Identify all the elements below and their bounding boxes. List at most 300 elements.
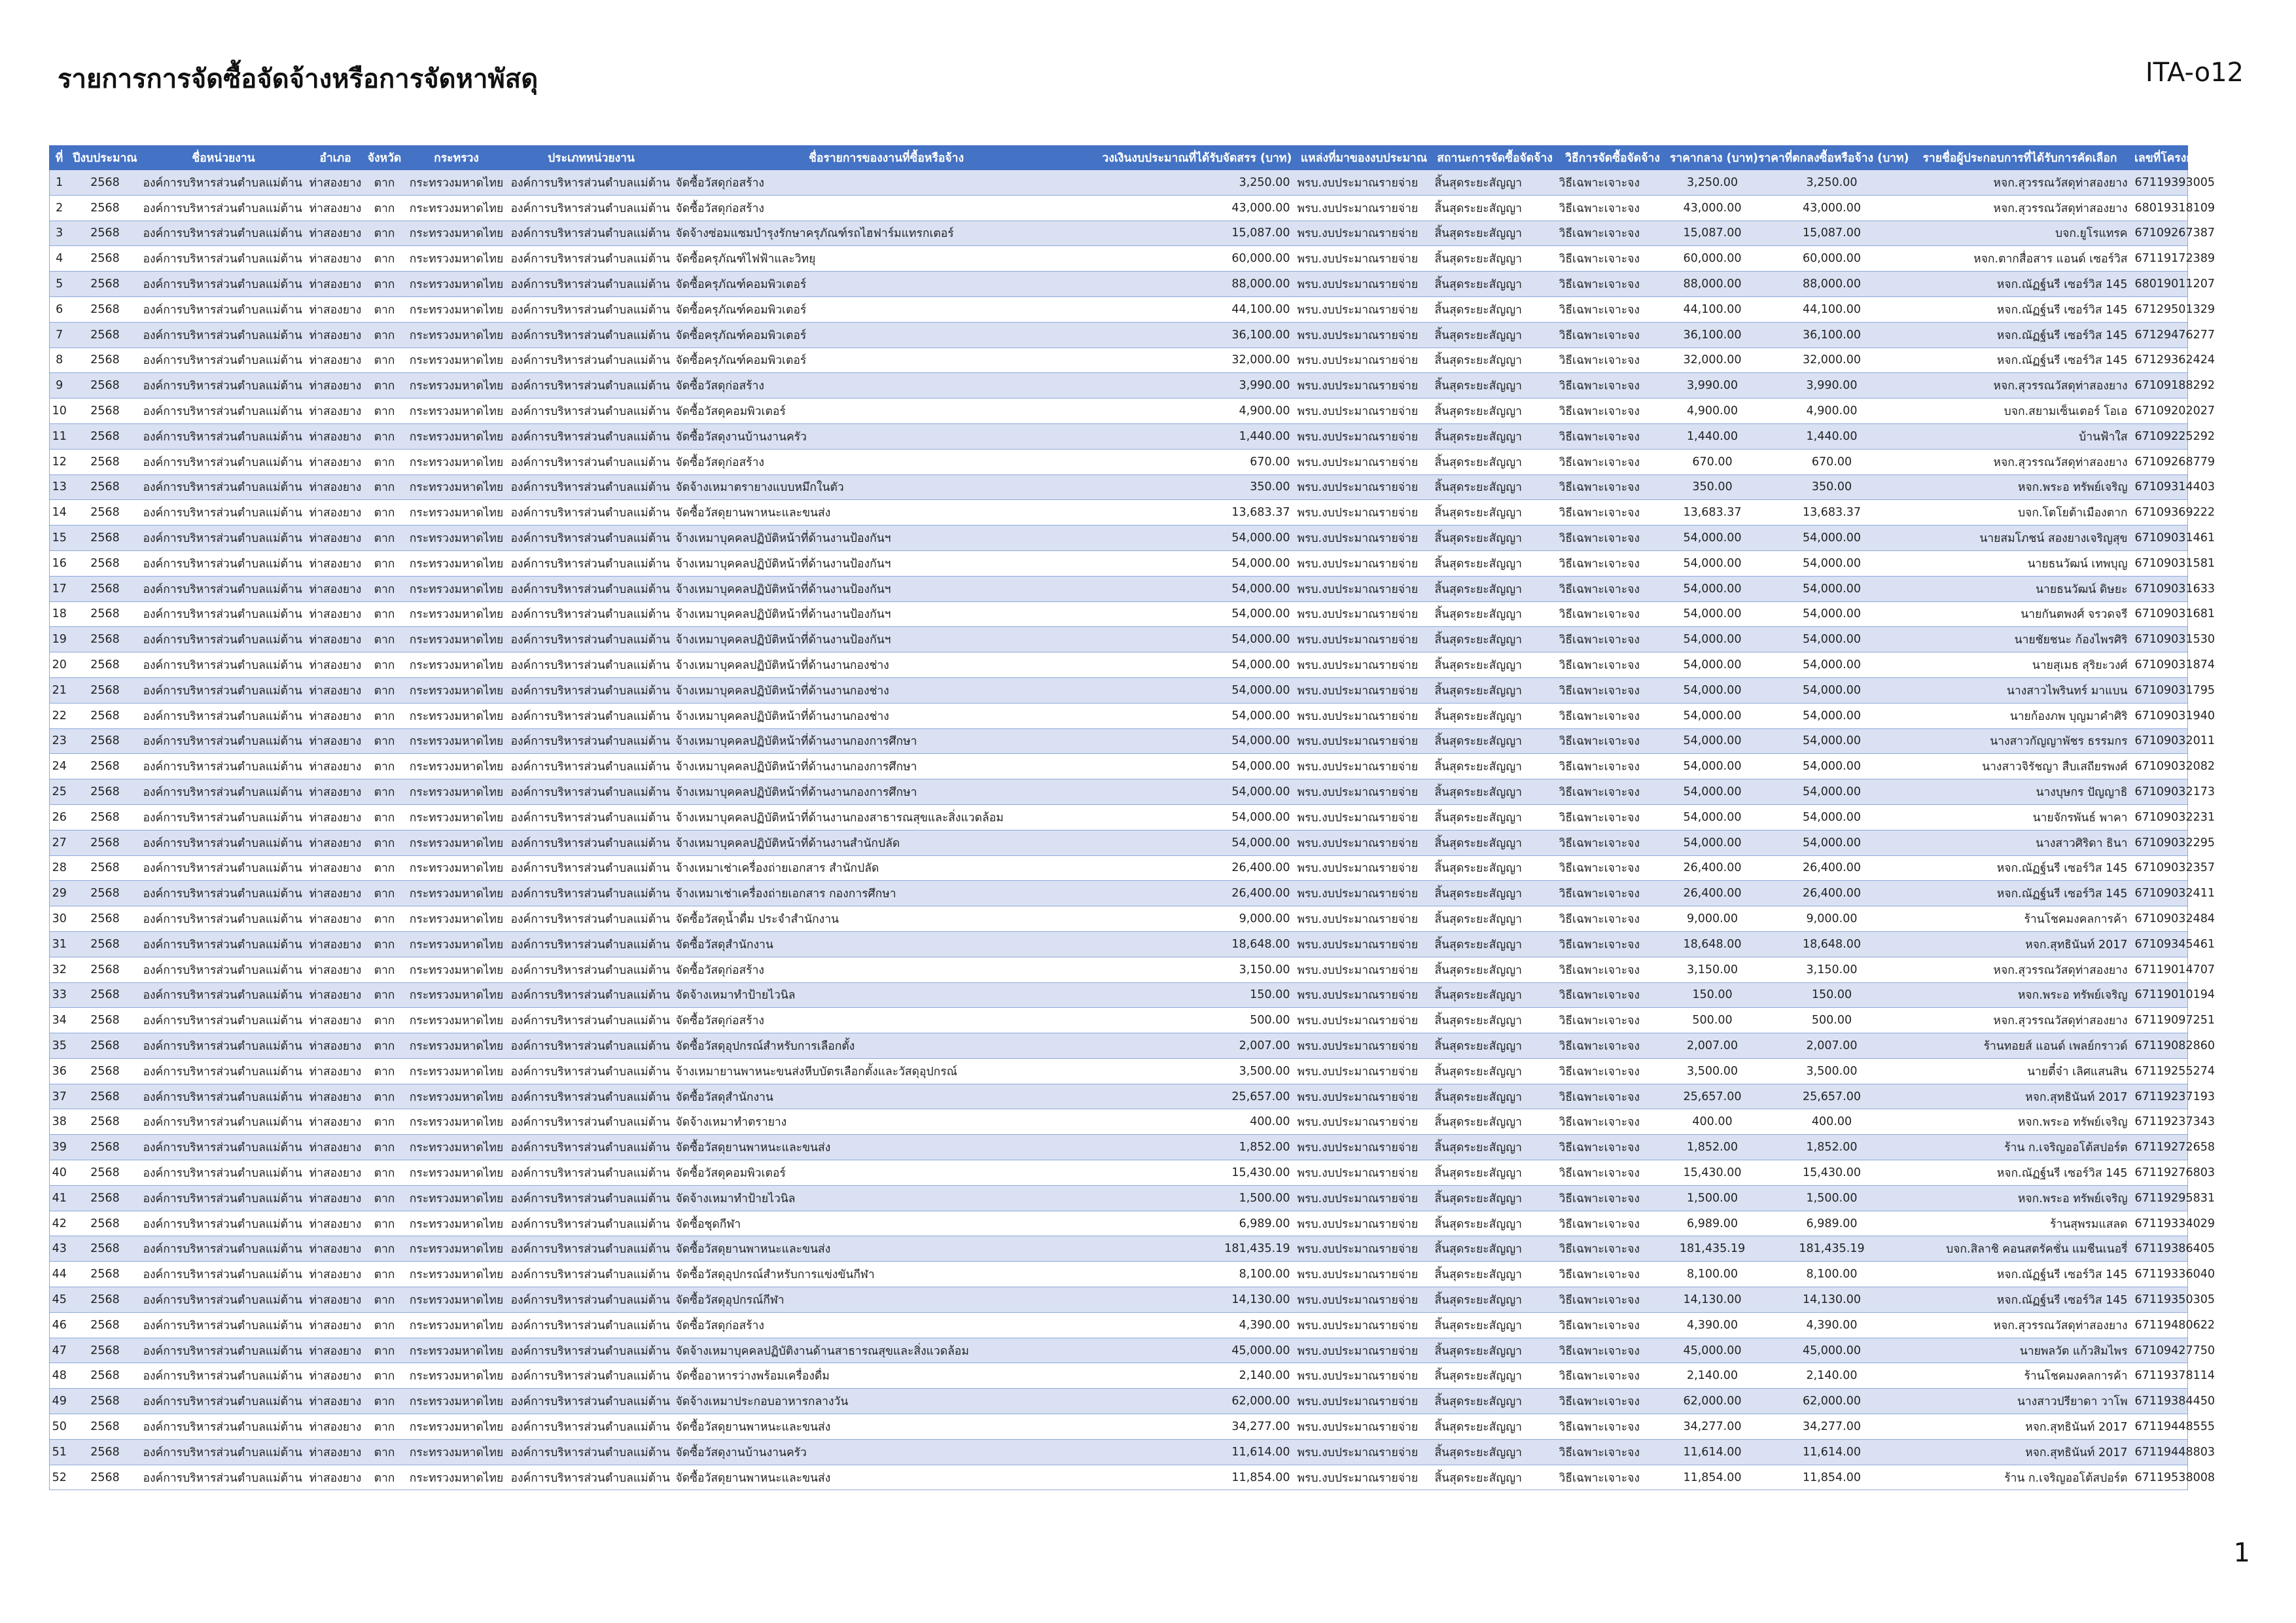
cell-method: วิธีเฉพาะเจาะจง: [1557, 703, 1669, 728]
cell-ministry: กระทรวงมหาดไทย: [404, 246, 509, 272]
cell-year: 2568: [69, 373, 141, 399]
cell-method: วิธีเฉพาะเจาะจง: [1557, 1058, 1669, 1084]
cell-source: พรบ.งบประมาณรายจ่าย: [1296, 1414, 1433, 1440]
cell-ministry: กระทรวงมหาดไทย: [404, 652, 509, 678]
table-row: [50, 500, 2188, 526]
cell-egp: 67109032295: [2133, 830, 2188, 855]
cell-no: 11: [50, 423, 69, 449]
cell-org-type: องค์การบริหารส่วนตำบลแม่ต้าน: [509, 652, 674, 678]
cell-no: 23: [50, 728, 69, 754]
cell-org-type: องค์การบริหารส่วนตำบลแม่ต้าน: [509, 195, 674, 221]
cell-budget: 54,000.00: [1099, 576, 1296, 601]
cell-agreed-price: 1,440.00: [1757, 423, 1907, 449]
cell-vendor: ร้านโชคมงคลการค้า: [1907, 906, 2133, 932]
col-header-year: ปีงบประมาณ: [69, 146, 141, 170]
cell-budget: 13,683.37: [1099, 500, 1296, 526]
cell-method: วิธีเฉพาะเจาะจง: [1557, 627, 1669, 652]
cell-vendor: หจก.พระอ ทรัพย์เจริญ: [1907, 474, 2133, 500]
cell-source: พรบ.งบประมาณรายจ่าย: [1296, 1008, 1433, 1033]
cell-vendor: ร้าน ก.เจริญออโต้สปอร์ต: [1907, 1465, 2133, 1490]
cell-agreed-price: 54,000.00: [1757, 627, 1907, 652]
cell-ministry: กระทรวงมหาดไทย: [404, 1211, 509, 1236]
table-row: [50, 195, 2188, 221]
cell-vendor: หจก.สุวรรณวัสดุท่าสองยาง: [1907, 957, 2133, 982]
cell-org-type: องค์การบริหารส่วนตำบลแม่ต้าน: [509, 373, 674, 399]
cell-province: ตาก: [365, 830, 404, 855]
cell-ministry: กระทรวงมหาดไทย: [404, 1185, 509, 1211]
cell-source: พรบ.งบประมาณรายจ่าย: [1296, 1439, 1433, 1465]
cell-source: พรบ.งบประมาณรายจ่าย: [1296, 1262, 1433, 1287]
cell-org-type: องค์การบริหารส่วนตำบลแม่ต้าน: [509, 779, 674, 805]
cell-ministry: กระทรวงมหาดไทย: [404, 1414, 509, 1440]
cell-org: องค์การบริหารส่วนตำบลแม่ต้าน: [141, 348, 306, 373]
cell-org: องค์การบริหารส่วนตำบลแม่ต้าน: [141, 677, 306, 703]
cell-year: 2568: [69, 449, 141, 474]
cell-district: ท่าสองยาง: [306, 1439, 365, 1465]
cell-item: จัดซื้อวัสดุยานพาหนะและขนส่ง: [674, 1236, 1099, 1262]
cell-agreed-price: 60,000.00: [1757, 246, 1907, 272]
cell-egp: 68019318109: [2133, 195, 2188, 221]
cell-district: ท่าสองยาง: [306, 1414, 365, 1440]
cell-province: ตาก: [365, 754, 404, 779]
cell-source: พรบ.งบประมาณรายจ่าย: [1296, 931, 1433, 957]
cell-no: 39: [50, 1135, 69, 1160]
cell-ministry: กระทรวงมหาดไทย: [404, 1084, 509, 1109]
cell-no: 32: [50, 957, 69, 982]
cell-vendor: บจก.ยูโรแทรค: [1907, 221, 2133, 246]
cell-source: พรบ.งบประมาณรายจ่าย: [1296, 677, 1433, 703]
cell-status: สิ้นสุดระยะสัญญา: [1433, 1109, 1557, 1135]
cell-budget: 3,150.00: [1099, 957, 1296, 982]
cell-mid-price: 54,000.00: [1669, 627, 1757, 652]
cell-year: 2568: [69, 221, 141, 246]
cell-agreed-price: 34,277.00: [1757, 1414, 1907, 1440]
cell-mid-price: 54,000.00: [1669, 830, 1757, 855]
cell-budget: 43,000.00: [1099, 195, 1296, 221]
cell-mid-price: 11,854.00: [1669, 1465, 1757, 1490]
cell-year: 2568: [69, 399, 141, 424]
cell-org-type: องค์การบริหารส่วนตำบลแม่ต้าน: [509, 170, 674, 196]
cell-province: ตาก: [365, 322, 404, 348]
cell-mid-price: 400.00: [1669, 1109, 1757, 1135]
cell-method: วิธีเฉพาะเจาะจง: [1557, 601, 1669, 627]
cell-method: วิธีเฉพาะเจาะจง: [1557, 804, 1669, 830]
table-row: [50, 322, 2188, 348]
cell-org-type: องค์การบริหารส่วนตำบลแม่ต้าน: [509, 221, 674, 246]
cell-agreed-price: 88,000.00: [1757, 272, 1907, 297]
cell-budget: 500.00: [1099, 1008, 1296, 1033]
cell-org-type: องค์การบริหารส่วนตำบลแม่ต้าน: [509, 1160, 674, 1186]
cell-org-type: องค์การบริหารส่วนตำบลแม่ต้าน: [509, 881, 674, 906]
cell-year: 2568: [69, 423, 141, 449]
cell-vendor: ร้านสุพรมแสลด: [1907, 1211, 2133, 1236]
cell-district: ท่าสองยาง: [306, 348, 365, 373]
cell-province: ตาก: [365, 272, 404, 297]
cell-ministry: กระทรวงมหาดไทย: [404, 1236, 509, 1262]
cell-vendor: หจก.สุวรรณวัสดุท่าสองยาง: [1907, 373, 2133, 399]
cell-org: องค์การบริหารส่วนตำบลแม่ต้าน: [141, 652, 306, 678]
cell-mid-price: 500.00: [1669, 1008, 1757, 1033]
cell-budget: 62,000.00: [1099, 1389, 1296, 1414]
cell-org-type: องค์การบริหารส่วนตำบลแม่ต้าน: [509, 1033, 674, 1059]
cell-egp: 67109031581: [2133, 550, 2188, 576]
cell-egp: 67119237193: [2133, 1084, 2188, 1109]
table-row: [50, 652, 2188, 678]
cell-ministry: กระทรวงมหาดไทย: [404, 474, 509, 500]
cell-status: สิ้นสุดระยะสัญญา: [1433, 830, 1557, 855]
cell-method: วิธีเฉพาะเจาะจง: [1557, 246, 1669, 272]
cell-status: สิ้นสุดระยะสัญญา: [1433, 526, 1557, 551]
cell-vendor: บจก.สิลาชิ คอนสตรัคชั่น แมชีนเนอรี่: [1907, 1236, 2133, 1262]
cell-budget: 18,648.00: [1099, 931, 1296, 957]
col-header-org-type: ประเภทหน่วยงาน: [509, 146, 674, 170]
cell-status: สิ้นสุดระยะสัญญา: [1433, 1185, 1557, 1211]
cell-vendor: หจก.ณัฏฐ์นรี เซอร์วิส 145: [1907, 272, 2133, 297]
cell-agreed-price: 44,100.00: [1757, 296, 1907, 322]
table-row: [50, 1262, 2188, 1287]
cell-mid-price: 54,000.00: [1669, 550, 1757, 576]
cell-province: ตาก: [365, 1312, 404, 1338]
cell-ministry: กระทรวงมหาดไทย: [404, 1465, 509, 1490]
cell-province: ตาก: [365, 601, 404, 627]
cell-item: จ้างเหมาบุคคลปฏิบัติหน้าที่ด้านงานป้องกันฯ: [674, 601, 1099, 627]
cell-egp: 67109032011: [2133, 728, 2188, 754]
cell-org: องค์การบริหารส่วนตำบลแม่ต้าน: [141, 170, 306, 196]
cell-method: วิธีเฉพาะเจาะจง: [1557, 957, 1669, 982]
cell-vendor: หจก.สุทธินันท์ 2017: [1907, 1414, 2133, 1440]
cell-agreed-price: 11,614.00: [1757, 1439, 1907, 1465]
cell-province: ตาก: [365, 1160, 404, 1186]
cell-source: พรบ.งบประมาณรายจ่าย: [1296, 703, 1433, 728]
cell-agreed-price: 54,000.00: [1757, 754, 1907, 779]
cell-method: วิธีเฉพาะเจาะจง: [1557, 272, 1669, 297]
cell-district: ท่าสองยาง: [306, 1236, 365, 1262]
cell-agreed-price: 45,000.00: [1757, 1338, 1907, 1363]
cell-mid-price: 350.00: [1669, 474, 1757, 500]
cell-vendor: ร้าน ก.เจริญออโต้สปอร์ต: [1907, 1135, 2133, 1160]
cell-org: องค์การบริหารส่วนตำบลแม่ต้าน: [141, 804, 306, 830]
cell-org-type: องค์การบริหารส่วนตำบลแม่ต้าน: [509, 1058, 674, 1084]
cell-status: สิ้นสุดระยะสัญญา: [1433, 1211, 1557, 1236]
cell-year: 2568: [69, 804, 141, 830]
cell-method: วิธีเฉพาะเจาะจง: [1557, 754, 1669, 779]
cell-org-type: องค์การบริหารส่วนตำบลแม่ต้าน: [509, 754, 674, 779]
cell-egp: 67129362424: [2133, 348, 2188, 373]
table-row: [50, 906, 2188, 932]
cell-ministry: กระทรวงมหาดไทย: [404, 1008, 509, 1033]
cell-egp: 67119255274: [2133, 1058, 2188, 1084]
cell-district: ท่าสองยาง: [306, 957, 365, 982]
cell-method: วิธีเฉพาะเจาะจง: [1557, 1414, 1669, 1440]
cell-vendor: หจก.ณัฏฐ์นรี เซอร์วิส 145: [1907, 1160, 2133, 1186]
cell-district: ท่าสองยาง: [306, 804, 365, 830]
cell-year: 2568: [69, 957, 141, 982]
cell-budget: 54,000.00: [1099, 526, 1296, 551]
cell-agreed-price: 26,400.00: [1757, 855, 1907, 881]
cell-province: ตาก: [365, 500, 404, 526]
cell-status: สิ้นสุดระยะสัญญา: [1433, 423, 1557, 449]
cell-year: 2568: [69, 1008, 141, 1033]
cell-org: องค์การบริหารส่วนตำบลแม่ต้าน: [141, 1312, 306, 1338]
cell-status: สิ้นสุดระยะสัญญา: [1433, 1236, 1557, 1262]
cell-source: พรบ.งบประมาณรายจ่าย: [1296, 982, 1433, 1008]
cell-mid-price: 4,390.00: [1669, 1312, 1757, 1338]
cell-item: จัดซื้อวัสดุน้ำดื่ม ประจำสำนักงาน: [674, 906, 1099, 932]
cell-egp: 67109031461: [2133, 526, 2188, 551]
cell-ministry: กระทรวงมหาดไทย: [404, 1262, 509, 1287]
cell-year: 2568: [69, 170, 141, 196]
cell-year: 2568: [69, 1236, 141, 1262]
cell-district: ท่าสองยาง: [306, 322, 365, 348]
cell-mid-price: 670.00: [1669, 449, 1757, 474]
cell-no: 31: [50, 931, 69, 957]
cell-egp: 67119010194: [2133, 982, 2188, 1008]
cell-agreed-price: 43,000.00: [1757, 195, 1907, 221]
cell-status: สิ้นสุดระยะสัญญา: [1433, 449, 1557, 474]
cell-agreed-price: 1,500.00: [1757, 1185, 1907, 1211]
cell-province: ตาก: [365, 1414, 404, 1440]
cell-egp: 67119393005: [2133, 170, 2188, 196]
cell-budget: 26,400.00: [1099, 881, 1296, 906]
cell-district: ท่าสองยาง: [306, 754, 365, 779]
col-header-budget: วงเงินงบประมาณที่ได้รับจัดสรร (บาท): [1099, 146, 1296, 170]
cell-budget: 1,440.00: [1099, 423, 1296, 449]
procurement-table: [49, 145, 2281, 1490]
cell-org: องค์การบริหารส่วนตำบลแม่ต้าน: [141, 526, 306, 551]
cell-egp: 67109268779: [2133, 449, 2188, 474]
cell-province: ตาก: [365, 576, 404, 601]
cell-egp: 67109031633: [2133, 576, 2188, 601]
cell-province: ตาก: [365, 1287, 404, 1313]
cell-org-type: องค์การบริหารส่วนตำบลแม่ต้าน: [509, 1439, 674, 1465]
cell-year: 2568: [69, 1465, 141, 1490]
cell-province: ตาก: [365, 982, 404, 1008]
cell-mid-price: 3,150.00: [1669, 957, 1757, 982]
cell-item: จัดซื้อวัสดุสำนักงาน: [674, 931, 1099, 957]
cell-no: 7: [50, 322, 69, 348]
cell-status: สิ้นสุดระยะสัญญา: [1433, 1363, 1557, 1389]
cell-ministry: กระทรวงมหาดไทย: [404, 322, 509, 348]
cell-district: ท่าสองยาง: [306, 1338, 365, 1363]
cell-mid-price: 15,087.00: [1669, 221, 1757, 246]
cell-org-type: องค์การบริหารส่วนตำบลแม่ต้าน: [509, 855, 674, 881]
cell-no: 46: [50, 1312, 69, 1338]
cell-ministry: กระทรวงมหาดไทย: [404, 399, 509, 424]
cell-no: 22: [50, 703, 69, 728]
cell-egp: 67119014707: [2133, 957, 2188, 982]
table-row: [50, 550, 2188, 576]
cell-item: จัดซื้อครุภัณฑ์คอมพิวเตอร์: [674, 322, 1099, 348]
cell-ministry: กระทรวงมหาดไทย: [404, 272, 509, 297]
cell-year: 2568: [69, 1033, 141, 1059]
cell-org: องค์การบริหารส่วนตำบลแม่ต้าน: [141, 1389, 306, 1414]
cell-egp: 67109225292: [2133, 423, 2188, 449]
cell-no: 13: [50, 474, 69, 500]
cell-district: ท่าสองยาง: [306, 195, 365, 221]
cell-ministry: กระทรวงมหาดไทย: [404, 373, 509, 399]
cell-method: วิธีเฉพาะเจาะจง: [1557, 1008, 1669, 1033]
cell-item: จัดจ้างเหมาทำป้ายไวนิล: [674, 1185, 1099, 1211]
cell-org-type: องค์การบริหารส่วนตำบลแม่ต้าน: [509, 1287, 674, 1313]
cell-method: วิธีเฉพาะเจาะจง: [1557, 855, 1669, 881]
cell-org: องค์การบริหารส่วนตำบลแม่ต้าน: [141, 550, 306, 576]
cell-ministry: กระทรวงมหาดไทย: [404, 627, 509, 652]
cell-mid-price: 9,000.00: [1669, 906, 1757, 932]
cell-vendor: หจก.ณัฏฐ์นรี เซอร์วิส 145: [1907, 881, 2133, 906]
cell-status: สิ้นสุดระยะสัญญา: [1433, 1287, 1557, 1313]
cell-egp: 67109202027: [2133, 399, 2188, 424]
cell-province: ตาก: [365, 906, 404, 932]
cell-province: ตาก: [365, 1109, 404, 1135]
cell-year: 2568: [69, 906, 141, 932]
table-header-row: [50, 146, 2188, 170]
cell-budget: 44,100.00: [1099, 296, 1296, 322]
cell-egp: 67119480622: [2133, 1312, 2188, 1338]
cell-no: 40: [50, 1160, 69, 1186]
cell-district: ท่าสองยาง: [306, 500, 365, 526]
cell-no: 3: [50, 221, 69, 246]
cell-status: สิ้นสุดระยะสัญญา: [1433, 677, 1557, 703]
cell-item: จัดซื้อชุดกีฬา: [674, 1211, 1099, 1236]
cell-source: พรบ.งบประมาณรายจ่าย: [1296, 855, 1433, 881]
cell-source: พรบ.งบประมาณรายจ่าย: [1296, 423, 1433, 449]
cell-egp: 67119082860: [2133, 1033, 2188, 1059]
cell-org-type: องค์การบริหารส่วนตำบลแม่ต้าน: [509, 906, 674, 932]
cell-org: องค์การบริหารส่วนตำบลแม่ต้าน: [141, 703, 306, 728]
cell-item: จัดซื้อวัสดุก่อสร้าง: [674, 373, 1099, 399]
cell-ministry: กระทรวงมหาดไทย: [404, 1033, 509, 1059]
cell-district: ท่าสองยาง: [306, 246, 365, 272]
cell-item: จัดซื้อครุภัณฑ์ไฟฟ้าและวิทยุ: [674, 246, 1099, 272]
cell-status: สิ้นสุดระยะสัญญา: [1433, 728, 1557, 754]
cell-province: ตาก: [365, 423, 404, 449]
cell-status: สิ้นสุดระยะสัญญา: [1433, 627, 1557, 652]
cell-mid-price: 15,430.00: [1669, 1160, 1757, 1186]
cell-year: 2568: [69, 703, 141, 728]
cell-agreed-price: 11,854.00: [1757, 1465, 1907, 1490]
cell-org-type: องค์การบริหารส่วนตำบลแม่ต้าน: [509, 830, 674, 855]
cell-source: พรบ.งบประมาณรายจ่าย: [1296, 373, 1433, 399]
cell-budget: 15,430.00: [1099, 1160, 1296, 1186]
cell-vendor: นางสาวปรียาดา วาโพ: [1907, 1389, 2133, 1414]
cell-district: ท่าสองยาง: [306, 703, 365, 728]
cell-year: 2568: [69, 652, 141, 678]
cell-org-type: องค์การบริหารส่วนตำบลแม่ต้าน: [509, 576, 674, 601]
cell-province: ตาก: [365, 474, 404, 500]
cell-year: 2568: [69, 601, 141, 627]
cell-budget: 3,250.00: [1099, 170, 1296, 196]
cell-source: พรบ.งบประมาณรายจ่าย: [1296, 754, 1433, 779]
cell-ministry: กระทรวงมหาดไทย: [404, 1160, 509, 1186]
cell-ministry: กระทรวงมหาดไทย: [404, 500, 509, 526]
cell-agreed-price: 54,000.00: [1757, 550, 1907, 576]
cell-source: พรบ.งบประมาณรายจ่าย: [1296, 550, 1433, 576]
cell-vendor: หจก.ณัฏฐ์นรี เซอร์วิส 145: [1907, 1287, 2133, 1313]
cell-province: ตาก: [365, 652, 404, 678]
cell-province: ตาก: [365, 1439, 404, 1465]
cell-agreed-price: 8,100.00: [1757, 1262, 1907, 1287]
table-row: [50, 830, 2188, 855]
cell-org: องค์การบริหารส่วนตำบลแม่ต้าน: [141, 830, 306, 855]
cell-province: ตาก: [365, 221, 404, 246]
cell-egp: 67109188292: [2133, 373, 2188, 399]
cell-source: พรบ.งบประมาณรายจ่าย: [1296, 1236, 1433, 1262]
cell-ministry: กระทรวงมหาดไทย: [404, 1135, 509, 1160]
cell-agreed-price: 18,648.00: [1757, 931, 1907, 957]
cell-method: วิธีเฉพาะเจาะจง: [1557, 1363, 1669, 1389]
cell-mid-price: 54,000.00: [1669, 754, 1757, 779]
cell-province: ตาก: [365, 348, 404, 373]
col-header-district: อำเภอ: [306, 146, 365, 170]
col-header-province: จังหวัด: [365, 146, 404, 170]
cell-source: พรบ.งบประมาณรายจ่าย: [1296, 779, 1433, 805]
cell-mid-price: 54,000.00: [1669, 601, 1757, 627]
cell-province: ตาก: [365, 170, 404, 196]
table-row: [50, 1084, 2188, 1109]
cell-ministry: กระทรวงมหาดไทย: [404, 957, 509, 982]
cell-vendor: นายสุเมธ สุริยะวงศ์: [1907, 652, 2133, 678]
cell-vendor: หจก.ตากสื่อสาร แอนด์ เซอร์วิส: [1907, 246, 2133, 272]
cell-org-type: องค์การบริหารส่วนตำบลแม่ต้าน: [509, 500, 674, 526]
cell-budget: 2,140.00: [1099, 1363, 1296, 1389]
cell-mid-price: 36,100.00: [1669, 322, 1757, 348]
cell-agreed-price: 670.00: [1757, 449, 1907, 474]
cell-org-type: องค์การบริหารส่วนตำบลแม่ต้าน: [509, 1109, 674, 1135]
cell-status: สิ้นสุดระยะสัญญา: [1433, 373, 1557, 399]
col-header-status: สถานะการจัดซื้อจัดจ้าง: [1433, 146, 1557, 170]
cell-source: พรบ.งบประมาณรายจ่าย: [1296, 272, 1433, 297]
cell-mid-price: 14,130.00: [1669, 1287, 1757, 1313]
cell-status: สิ้นสุดระยะสัญญา: [1433, 957, 1557, 982]
cell-org: องค์การบริหารส่วนตำบลแม่ต้าน: [141, 1262, 306, 1287]
cell-vendor: หจก.สุทธินันท์ 2017: [1907, 1439, 2133, 1465]
cell-status: สิ้นสุดระยะสัญญา: [1433, 500, 1557, 526]
cell-org: องค์การบริหารส่วนตำบลแม่ต้าน: [141, 246, 306, 272]
cell-vendor: บ้านฟ้าใส: [1907, 423, 2133, 449]
cell-year: 2568: [69, 728, 141, 754]
cell-source: พรบ.งบประมาณรายจ่าย: [1296, 652, 1433, 678]
cell-agreed-price: 2,007.00: [1757, 1033, 1907, 1059]
cell-source: พรบ.งบประมาณรายจ่าย: [1296, 474, 1433, 500]
col-header-agreed-price: ราคาที่ตกลงซื้อหรือจ้าง (บาท): [1757, 146, 1907, 170]
cell-source: พรบ.งบประมาณรายจ่าย: [1296, 195, 1433, 221]
cell-org-type: องค์การบริหารส่วนตำบลแม่ต้าน: [509, 601, 674, 627]
cell-status: สิ้นสุดระยะสัญญา: [1433, 1465, 1557, 1490]
cell-item: จัดซื้อวัสดุก่อสร้าง: [674, 957, 1099, 982]
cell-agreed-price: 54,000.00: [1757, 779, 1907, 805]
table-row: [50, 982, 2188, 1008]
cell-status: สิ้นสุดระยะสัญญา: [1433, 246, 1557, 272]
cell-budget: 54,000.00: [1099, 703, 1296, 728]
cell-mid-price: 62,000.00: [1669, 1389, 1757, 1414]
cell-status: สิ้นสุดระยะสัญญา: [1433, 779, 1557, 805]
cell-mid-price: 1,852.00: [1669, 1135, 1757, 1160]
cell-agreed-price: 54,000.00: [1757, 601, 1907, 627]
cell-district: ท่าสองยาง: [306, 931, 365, 957]
cell-egp: 67109427750: [2133, 1338, 2188, 1363]
cell-egp: 67119448555: [2133, 1414, 2188, 1440]
cell-method: วิธีเฉพาะเจาะจง: [1557, 1109, 1669, 1135]
cell-ministry: กระทรวงมหาดไทย: [404, 1439, 509, 1465]
cell-vendor: นางสาวไพรินทร์ มาแบน: [1907, 677, 2133, 703]
cell-status: สิ้นสุดระยะสัญญา: [1433, 1160, 1557, 1186]
col-header-no: ที่: [50, 146, 69, 170]
cell-egp: 67109031530: [2133, 627, 2188, 652]
cell-district: ท่าสองยาง: [306, 474, 365, 500]
cell-no: 49: [50, 1389, 69, 1414]
cell-org: องค์การบริหารส่วนตำบลแม่ต้าน: [141, 1185, 306, 1211]
cell-budget: 54,000.00: [1099, 652, 1296, 678]
